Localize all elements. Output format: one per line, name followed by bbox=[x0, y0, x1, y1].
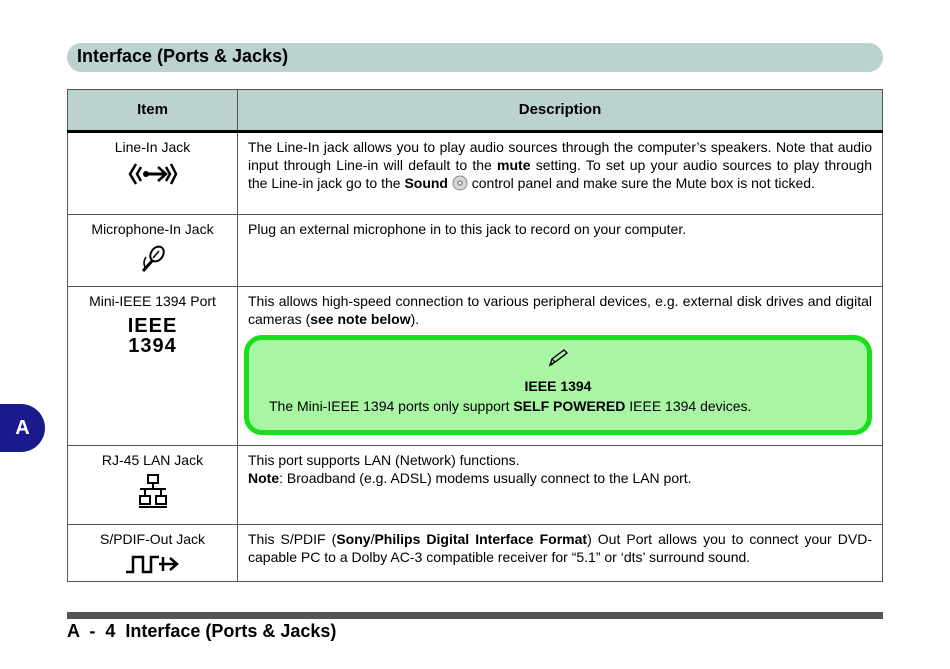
desc-bold: Note bbox=[248, 470, 280, 486]
item-label: RJ-45 LAN Jack bbox=[101, 452, 204, 468]
table-header-row bbox=[68, 90, 883, 132]
desc-text: This port supports LAN (Network) functions. bbox=[248, 452, 520, 468]
sound-control-panel-icon bbox=[452, 175, 468, 191]
description-cell bbox=[238, 446, 883, 525]
item-cell bbox=[68, 525, 238, 582]
note-box bbox=[244, 335, 872, 435]
desc-text: setting. To set up your audio sources to play through the Line-in jack go to the bbox=[248, 157, 872, 191]
desc-bold: Sound bbox=[404, 175, 448, 191]
description-cell bbox=[238, 287, 883, 446]
section-header-bar bbox=[67, 43, 883, 72]
desc-text: ). bbox=[410, 311, 420, 327]
spdif-out-icon bbox=[125, 553, 181, 575]
note-text bbox=[269, 397, 751, 415]
item-label: S/PDIF-Out Jack bbox=[99, 531, 206, 547]
lan-network-icon bbox=[138, 474, 168, 508]
icon-text: 1394 bbox=[128, 335, 177, 357]
section-title: Interface (Ports & Jacks) bbox=[77, 46, 289, 66]
column-header-description: Description bbox=[238, 90, 883, 132]
desc-bold: SELF POWERED bbox=[513, 398, 626, 414]
column-header-item: Item bbox=[68, 90, 238, 132]
table-row bbox=[68, 132, 883, 215]
description-cell bbox=[238, 525, 883, 582]
table-row bbox=[68, 525, 883, 582]
note-title: IEEE 1394 bbox=[524, 378, 592, 394]
desc-text: The Line-In jack allows you to play audio sources through the computer’s speakers. Note that audio input through Line-in will default to the bbox=[248, 139, 872, 173]
item-label: Microphone-In Jack bbox=[91, 221, 214, 237]
microphone-icon bbox=[138, 243, 168, 275]
desc-bold: see note below bbox=[310, 311, 411, 327]
table-row bbox=[68, 215, 883, 287]
table-row bbox=[68, 287, 883, 446]
item-label: Line-In Jack bbox=[114, 139, 191, 155]
item-cell bbox=[68, 132, 238, 215]
desc-text: ) Out Port allows you to connect your DVD-capable PC to a Dolby AC-3 compatible receiver for “5.1” or ‘dts’ surround sound. bbox=[248, 531, 872, 565]
desc-text: This allows high-speed connection to various peripheral devices, e.g. external disk drives and digital cameras ( bbox=[248, 293, 872, 327]
appendix-tab[interactable]: A bbox=[0, 404, 45, 452]
item-cell bbox=[68, 287, 238, 446]
desc-text: control panel and make sure the Mute box is not ticked. bbox=[467, 175, 815, 191]
pencil-note-icon bbox=[547, 348, 569, 368]
desc-text: / bbox=[370, 531, 375, 547]
item-label: Mini-IEEE 1394 Port bbox=[89, 293, 216, 309]
desc-text: Plug an external microphone in to this jack to record on your computer. bbox=[248, 221, 687, 237]
desc-bold: Sony bbox=[336, 531, 371, 547]
description-cell bbox=[238, 215, 883, 287]
ports-table bbox=[67, 89, 883, 582]
desc-bold: mute bbox=[497, 157, 531, 173]
ieee-1394-icon bbox=[78, 316, 227, 356]
desc-text: IEEE 1394 devices. bbox=[625, 398, 752, 414]
desc-text: This S/PDIF ( bbox=[248, 531, 337, 547]
icon-text: IEEE bbox=[127, 315, 178, 337]
page-footer: A - 4 Interface (Ports & Jacks) bbox=[67, 621, 337, 641]
table-row bbox=[68, 446, 883, 525]
item-cell bbox=[68, 215, 238, 287]
desc-bold: Philips Digital Interface Format bbox=[374, 531, 588, 547]
description-cell bbox=[238, 132, 883, 215]
item-cell bbox=[68, 446, 238, 525]
line-in-icon bbox=[128, 161, 178, 187]
desc-text: : Broadband (e.g. ADSL) modems usually connect to the LAN port. bbox=[279, 470, 692, 486]
footer-divider bbox=[67, 612, 883, 619]
desc-text: The Mini-IEEE 1394 ports only support bbox=[269, 398, 514, 414]
